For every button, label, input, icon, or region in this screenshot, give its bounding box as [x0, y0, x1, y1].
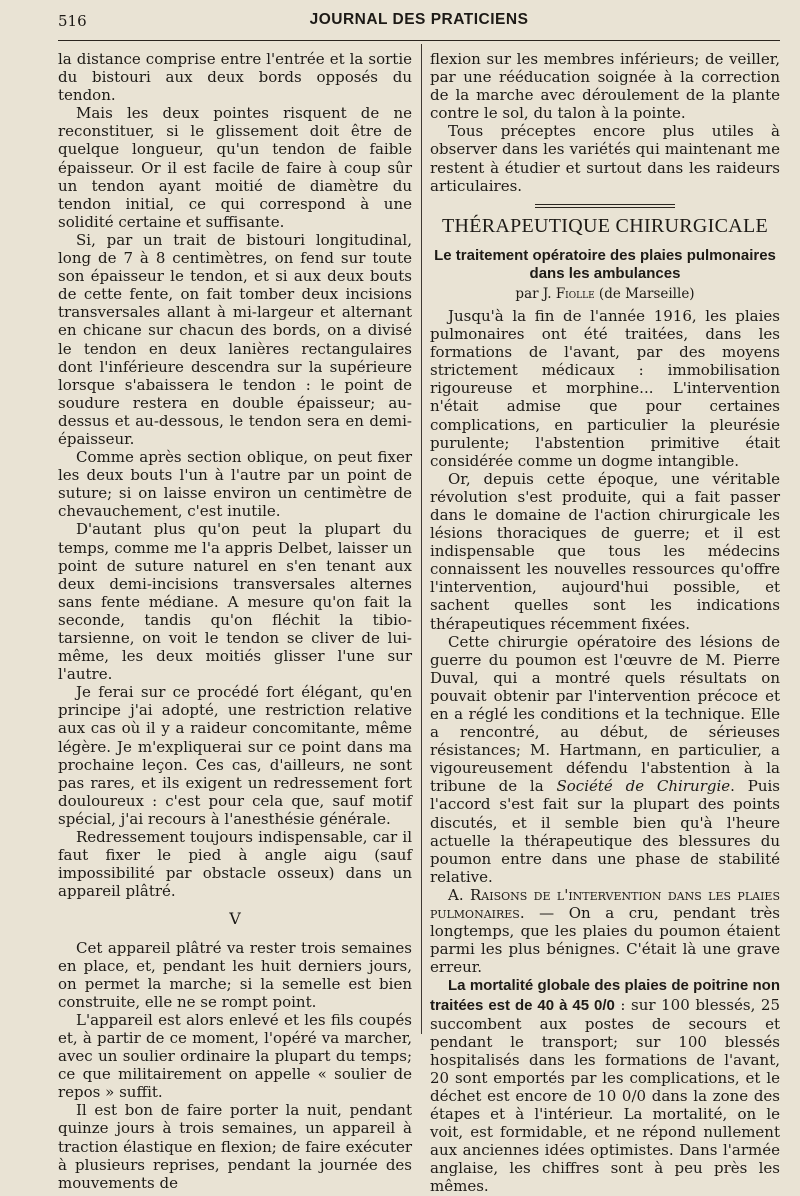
author-line — [430, 285, 780, 303]
header-rule — [58, 40, 780, 41]
paragraph — [430, 633, 780, 886]
text-run: : sur 100 blessés, 25 succombent aux postes de secours et pendant le transport; sur 100 blessés hospitalisés dans les formations de l'avant, 20 sont emportés par les complications, et le déchet est encore de 10 0/0 dans la zone des étapes et à l'intérieur. La mortalité, on le voit, est formidable, et ne répond nullement aux anciennes idées optimistes. Dans l'armée anglaise, les chiffres sont à peu près les mêmes. — [430, 995, 780, 1196]
paragraph: Je ferai sur ce procédé fort élégant, qu'en principe j'ai adopté, une restriction relative aux cas où il y a raideur concomitante, même légère. Je m'expliquerai sur ce point dans ma prochaine leçon. Ces cas, d'ailleurs, ne sont pas rares, et ils exigent un redressement fort douloureux : c'est pour cela que, sauf motif spécial, j'ai recours à l'anesthésie générale. — [58, 683, 412, 828]
page-number: 516 — [58, 12, 87, 30]
paragraph: Cet appareil plâtré va rester trois semaines en place, et, pendant les huit derniers jours, on permet la marche; si la semelle est bien construite, elle ne se rompt point. — [58, 938, 412, 1011]
paragraph: Comme après section oblique, on peut fixer les deux bouts l'un à l'autre par un point de suture; si on laisse environ un centimètre de chevauchement, c'est inutile. — [58, 448, 412, 521]
section-title: THÉRAPEUTIQUE CHIRURGICALE — [441, 214, 769, 237]
paragraph: flexion sur les membres inférieurs; de veiller, par une rééducation soignée à la correction de la marche avec déroulement de la plante contre le sol, du talon à la pointe. — [430, 50, 780, 123]
paragraph: Redressement toujours indispensable, car il faut fixer le pied à angle aigu (sauf impossibilité par obstacle osseux) dans un appareil plâtré. — [58, 828, 412, 901]
section-numeral: V — [229, 909, 241, 929]
paragraph — [430, 886, 780, 976]
right-column — [430, 50, 780, 1196]
paragraph: Tous préceptes encore plus utiles à observer dans les variétés qui maintenant me restent à étudier et surtout dans les raideurs articulaires. — [430, 122, 780, 195]
left-column — [58, 50, 412, 1192]
author-name: Fiolle — [555, 285, 595, 302]
paragraph: Si, par un trait de bistouri longitudinal, long de 7 à 8 centimètres, on fend sur toute son épaisseur le tendon, et si aux deux bouts de cette fente, on fait tomber deux incisions transversales allant à mi-largeur et alternant en chicane sur chacun des bords, on a divisé le tendon en deux lanières rectangulaires dont l'inférieure descendra sur la supérieure lorsque s'abaissera le tendon : le point de soudure restera en double épaisseur; au-dessus et au-dessous, le tendon sera en demi-épaisseur. — [58, 230, 412, 448]
page-header — [58, 8, 780, 36]
paragraph: Mais les deux pointes risquent de ne reconstituer, si le glissement doit être de quelque longueur, qu'un tendon de faible épaisseur. Or il est facile de faire à coup sûr un tendon ayant moitié de diamètre du tendon initial, ce qui correspond à une solidité certaine et suffisante. — [58, 104, 412, 231]
paragraph — [430, 976, 780, 1195]
paragraph: la distance comprise entre l'entrée et la sortie du bistouri aux deux bords opposés du tendon. — [58, 50, 412, 105]
paragraph: Or, depuis cette époque, une véritable révolution s'est produite, qui a fait passer dans le domaine de l'action chirurgicale les lésions thoraciques de guerre; et il est indispensable que tous les médecins connaissent les nouvelles ressources qu'offre l'intervention, aujourd'hui possible, et sachent quelles sont les indications thérapeutiques récemment fixées. — [430, 469, 780, 633]
text-run: Cette chirurgie opératoire des lésions de guerre du poumon est l'œuvre de M. Pierre Duval, qui a montré quels résultats on pouvait obtenir par l'intervention précoce et en a réglé les conditions et la technique. Elle a rencontré, au début, de sérieuses résistances; M. Hartmann, en particulier, a vigoureusement défendu l'abstention à la tribune de la — [430, 632, 780, 796]
section-divider — [535, 204, 675, 208]
paragraph: D'autant plus qu'on peut la plupart du temps, comme me l'a appris Delbet, laisser un point de suture naturel en s'en tenant aux deux demi-incisions transversales alternes sans fente médiane. A mesure qu'on fait la seconde, tandis qu'on fléchit la tibio-tarsienne, on voit le tendon se cliver de lui-même, les deux moitiés glisser l'une sur l'autre. — [58, 520, 412, 684]
italic-run: Société de Chirurgie — [556, 777, 731, 796]
author-suffix: (de Marseille) — [594, 285, 695, 302]
bold-run: La mortalité globale des plaies de poitrine non traitées est de 40 à 45 0/0 — [430, 977, 780, 1014]
subsection-heading: A. Raisons de l'intervention dans les plaies pulmonaires. — [430, 885, 780, 923]
paragraph: L'appareil est alors enlevé et les fils coupés et, à partir de ce moment, l'opéré va marcher, avec un soulier ordinaire la plupart du temps; ce que militairement on appelle « soulier de repos » suffit. — [58, 1010, 412, 1102]
article-title: Le traitement opératoire des plaies pulmonaires dans les ambulances — [434, 246, 776, 282]
paragraph: Il est bon de faire porter la nuit, pendant quinze jours à trois semaines, un appareil à traction élastique en flexion; de faire exécuter à plusieurs reprises, pendant la journée des mouvements de — [58, 1101, 412, 1192]
text-run: — On a cru, pendant très longtemps, que les plaies du poumon étaient parmi les plus bénignes. C'était là une grave erreur. — [430, 904, 780, 977]
paragraph: Jusqu'à la fin de l'année 1916, les plaies pulmonaires ont été traitées, dans les formations de l'avant, par des moyens strictement médicaux : immobilisation rigoureuse et morphine... L'intervention n'était admise que pour certaines complications, en particulier la pleurésie purulente; l'abstention primitive était considérée comme un dogme intangible. — [430, 306, 780, 470]
text-run: . Puis l'accord s'est fait sur la plupart des points discutés, et il semble bien qu'à l'heure actuelle la thérapeutique des blessures du poumon entre dans une phase de stabilité relative. — [430, 777, 780, 886]
journal-title: JOURNAL DES PRATICIENS — [309, 11, 529, 28]
column-divider — [421, 44, 422, 1034]
author-prefix: par J. — [515, 285, 556, 302]
